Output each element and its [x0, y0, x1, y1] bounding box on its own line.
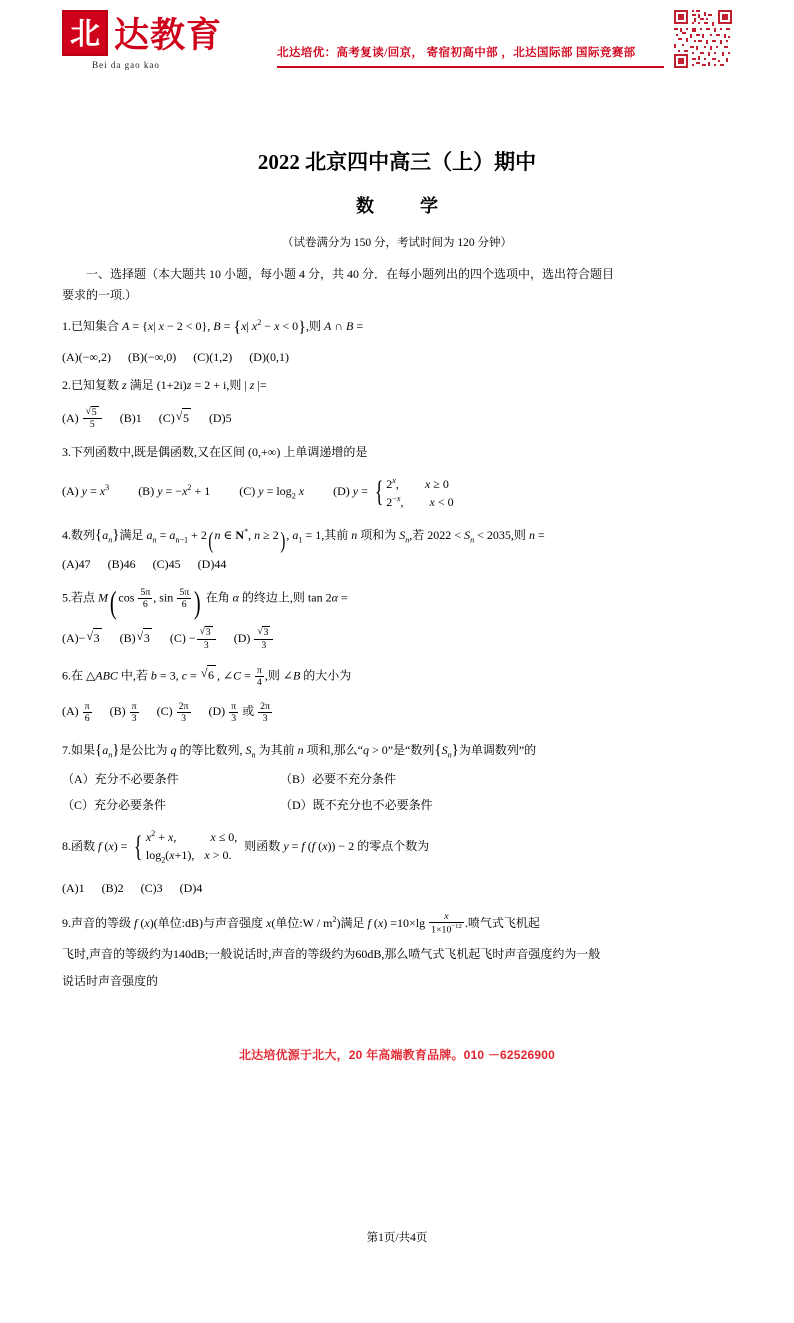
page-header: [62, 0, 732, 94]
qr-code-icon: [674, 10, 732, 68]
question-1-option-b[interactable]: (B)(−∞,0): [127, 349, 177, 364]
subject-title: 数 学: [356, 196, 452, 216]
question-4: 4.数列$\{a_n\}$满足 $a_n = a_{n-1} + 2(n$ ∈ N*, n ≥ 2), $a_1 = 1$,其前 n 项和为 $S_n$,若 $2022 < S_n < 2035$,则 n =: [62, 526, 545, 554]
question-7-number: 7.: [62, 742, 71, 757]
question-5-option-a[interactable]: (A)− √ 3: [62, 631, 103, 645]
question-2-options: [62, 406, 732, 430]
question-5-number: 5.: [62, 590, 71, 605]
question-6-options: [62, 701, 732, 724]
section-heading-line1: 一、选择题（本大题共 10 小题，每小题 4 分，共 40 分．在每小题列出的四个选项中，选出符合题目: [86, 267, 615, 281]
question-2: 2.已知复数 z 满足 (1+2i)z = 2 + i,则 | z |=: [62, 378, 267, 393]
question-6: 6.在 △ABC 中,若 b = 3, c = √ 6 , ∠C = $\frac{\pi}{4}$ ,则 ∠B 的大小为: [62, 665, 732, 688]
question-5-options: [62, 626, 732, 650]
question-2-option-c[interactable]: (C) √ 5: [159, 411, 192, 425]
question-9: 9.声音的等级 f (x)(单位:dB)与声音强度 x(单位:W / $m^2$)满足 f (x) =10×lg $\frac{x}{1\times 10^{-12}}$ .喷气式飞机起: [62, 910, 540, 936]
question-1: 1.已知集合 A = {x| x − 2 < 0}, B = {x| $x^2 - x < 0$},则 A ∩ B =: [62, 318, 364, 336]
question-7-option-a[interactable]: （A）充分不必要条件: [62, 771, 179, 786]
question-1-option-c[interactable]: (C)(1,2): [193, 349, 233, 364]
question-1-option-a[interactable]: (A)(−∞,2): [62, 349, 111, 364]
question-4-option-d[interactable]: (D)44: [197, 556, 227, 571]
section-heading-line2-wrap: [62, 285, 732, 306]
question-9-line2: 飞时,声音的等级约为140dB;一般说话时,声音的等级约为60dB,那么喷气式飞机起飞时声音强度约为一般: [62, 947, 601, 962]
question-7-options-row1: [62, 770, 732, 789]
logo-pinyin: Bei da gao kao: [92, 60, 160, 70]
question-6-option-d[interactable]: (D) $\frac{\pi}{3}$ 或 $\frac{2\pi}{3}$: [208, 700, 271, 724]
page-title: 2022 北京四中高三（上）期中: [257, 150, 537, 174]
header-divider: [277, 66, 664, 68]
question-3-option-c[interactable]: (C) $y = \log_2 x$: [239, 484, 305, 501]
question-3-option-d[interactable]: (D) y = { 2$^x$, x ≥ 0 $2^{-x}$, x < 0: [333, 475, 454, 509]
question-6-option-a[interactable]: (A) $\frac{\pi}{6}$: [62, 700, 90, 724]
question-7: 7.如果$\{a_n\}$是公比为 q 的等比数列, $S_n$ 为其前 n 项和,那么“q > 0”是“数列$\{S_n\}$为单调数列”的: [62, 741, 537, 759]
question-7-option-b[interactable]: （B）必要不充分条件: [280, 771, 397, 786]
header-tagline: 北达培优：高考复读/回京， 寄宿初高中部 ，北达国际部 国际竞赛部: [277, 47, 636, 59]
logo-mark: 北: [62, 10, 108, 56]
question-7-options-row2: [62, 796, 732, 815]
question-2-option-d[interactable]: (D)5: [208, 410, 232, 425]
question-2-number: 2.: [62, 378, 71, 393]
question-7-option-c[interactable]: （C）充分必要条件: [62, 797, 167, 812]
header-tagline-wrap: [277, 8, 664, 68]
page-footer: 第1页/共4页: [366, 1232, 428, 1244]
watermark-text: 北达培优源于北大，20 年高端教育品牌。010 －62526900: [238, 1048, 556, 1062]
brand-logo: [62, 8, 277, 70]
question-3-option-a[interactable]: (A) $y = x^3$: [62, 483, 110, 499]
question-1-options: [62, 348, 732, 367]
question-8-option-d[interactable]: (D)4: [179, 880, 203, 895]
question-6-option-b[interactable]: (B) $\frac{\pi}{3}$: [109, 700, 137, 724]
question-4-number: 4.: [62, 527, 71, 542]
question-1-option-d[interactable]: (D)(0,1): [249, 349, 289, 364]
question-8: 8.函数 f (x) = { $x^2 + x$, x ≤ 0, $\log_2(x+1)$, x > 0. 则函数 y = f (f (x)) − 2 的零点个数为: [62, 828, 430, 865]
question-6-option-c[interactable]: (C) $\frac{2\pi}{3}$: [156, 700, 189, 724]
question-2-option-a[interactable]: (A) √ $\frac{5}{5}$: [62, 411, 103, 425]
question-8-number: 8.: [62, 839, 71, 854]
question-8-option-c[interactable]: (C)3: [140, 880, 163, 895]
question-1-number: 1.: [62, 319, 71, 334]
question-5-option-c[interactable]: (C) − √ $\frac{3}{3}$: [170, 631, 217, 645]
question-4-options: [62, 555, 732, 574]
question-4-option-b[interactable]: (B)46: [107, 556, 136, 571]
question-4-option-a[interactable]: (A)47: [62, 556, 91, 571]
question-5-option-d[interactable]: (D) √ $\frac{3}{3}$: [234, 631, 275, 645]
question-8-option-b[interactable]: (B)2: [101, 880, 124, 895]
question-8-option-a[interactable]: (A)1: [62, 880, 85, 895]
question-3-number: 3.: [62, 445, 71, 460]
section-heading-line2: 要求的一项.）: [62, 288, 138, 302]
question-3: 3.下列函数中,既是偶函数,又在区间 (0,+∞) 上单调递增的是: [62, 445, 368, 460]
question-3-option-b[interactable]: (B) $y = -x^2 + 1$: [138, 483, 211, 499]
question-3-options: [62, 475, 732, 511]
question-4-option-c[interactable]: (C)45: [152, 556, 181, 571]
question-8-options: [62, 879, 732, 898]
question-2-option-b[interactable]: (B)1: [119, 410, 142, 425]
question-7-option-d[interactable]: （D）既不充分也不必要条件: [280, 797, 433, 812]
question-6-number: 6.: [62, 668, 71, 683]
question-5-option-b[interactable]: (B) √ 3: [120, 631, 153, 645]
exam-note: （试卷满分为 150 分，考试时间为 120 分钟）: [282, 237, 512, 249]
question-9-line3: 说话时声音强度的: [62, 974, 159, 989]
section-heading: [62, 264, 732, 285]
question-9-number: 9.: [62, 915, 71, 930]
question-5: 5.若点 M( cos $\frac{5\pi}{6}$ , sin $\frac{5\pi}{6}$ ) 在角 α 的终边上,则 tan 2α =: [62, 584, 348, 620]
logo-text: 达教育: [114, 16, 223, 55]
